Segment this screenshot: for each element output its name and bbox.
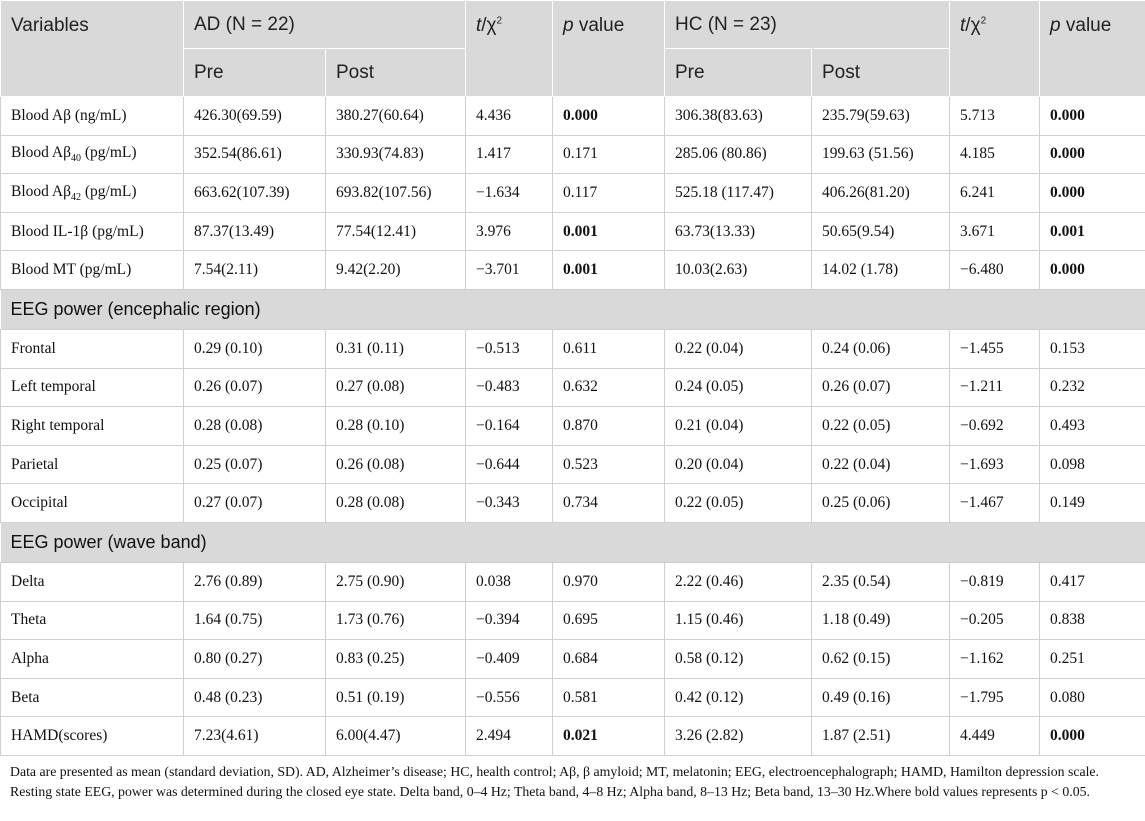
cell-ad-post: 2.75 (0.90) — [326, 562, 466, 601]
cell-p1: 0.001 — [553, 212, 665, 251]
cell-ad-post: 0.31 (0.11) — [326, 329, 466, 368]
cell-ad-post: 77.54(12.41) — [326, 212, 466, 251]
section-title-band: EEG power (wave band) — [1, 522, 1145, 562]
cell-hc-post: 0.62 (0.15) — [812, 640, 950, 679]
cell-ad-pre: 0.28 (0.08) — [184, 407, 326, 446]
cell-hc-pre: 2.22 (0.46) — [665, 562, 812, 601]
cell-p2: 0.000 — [1040, 717, 1145, 756]
cell-t1: −0.644 — [466, 445, 553, 484]
cell-p1: 0.870 — [553, 407, 665, 446]
cell-ad-post: 6.00(4.47) — [326, 717, 466, 756]
header-stat-1: $t/\chi^2$ — [466, 1, 553, 97]
cell-t2: −1.162 — [950, 640, 1040, 679]
cell-p2: 0.251 — [1040, 640, 1145, 679]
header-p-value-1: p value — [553, 1, 665, 97]
cell-p2: 0.153 — [1040, 329, 1145, 368]
header-stat-2: $t/\chi^2$ — [950, 1, 1040, 97]
header-hc-group: HC (N = 23) — [665, 1, 950, 49]
cell-t2: −0.205 — [950, 601, 1040, 640]
cell-p1: 0.021 — [553, 717, 665, 756]
cell-hc-post: 1.87 (2.51) — [812, 717, 950, 756]
row-label: Occipital — [1, 484, 184, 523]
cell-hc-post: 406.26(81.20) — [812, 174, 950, 213]
cell-t2: −1.455 — [950, 329, 1040, 368]
cell-p2: 0.000 — [1040, 97, 1145, 136]
section-title-region: EEG power (encephalic region) — [1, 289, 1145, 329]
row-label: Right temporal — [1, 407, 184, 446]
row-label: Delta — [1, 562, 184, 601]
table-row — [1, 445, 1145, 484]
cell-ad-post: 0.27 (0.08) — [326, 368, 466, 407]
cell-ad-post: 9.42(2.20) — [326, 251, 466, 290]
cell-p2: 0.000 — [1040, 251, 1145, 290]
cell-p1: 0.171 — [553, 135, 665, 174]
cell-ad-post: 0.83 (0.25) — [326, 640, 466, 679]
cell-hc-pre: 0.21 (0.04) — [665, 407, 812, 446]
cell-hc-pre: 0.20 (0.04) — [665, 445, 812, 484]
header-hc-post: Post — [812, 49, 950, 97]
cell-hc-post: 0.22 (0.04) — [812, 445, 950, 484]
cell-t2: −6.480 — [950, 251, 1040, 290]
cell-ad-pre: 7.23(4.61) — [184, 717, 326, 756]
table-row — [1, 368, 1145, 407]
cell-p1: 0.695 — [553, 601, 665, 640]
cell-hc-post: 0.22 (0.05) — [812, 407, 950, 446]
header-p-value-2: p value — [1040, 1, 1145, 97]
cell-ad-pre: 0.29 (0.10) — [184, 329, 326, 368]
table-row — [1, 135, 1145, 174]
cell-hc-pre: 525.18 (117.47) — [665, 174, 812, 213]
row-label: Blood MT (pg/mL) — [1, 251, 184, 290]
cell-hc-pre: 0.24 (0.05) — [665, 368, 812, 407]
row-label: Blood $A\beta_{42}$ (pg/mL) — [1, 174, 184, 213]
row-label: Blood $A\beta_{40}$ (pg/mL) — [1, 135, 184, 174]
cell-ad-post: 0.28 (0.08) — [326, 484, 466, 523]
cell-ad-pre: 0.80 (0.27) — [184, 640, 326, 679]
cell-t1: −0.483 — [466, 368, 553, 407]
cell-ad-post: 0.28 (0.10) — [326, 407, 466, 446]
row-label: Alpha — [1, 640, 184, 679]
header-hc-pre: Pre — [665, 49, 812, 97]
row-label: HAMD(scores) — [1, 717, 184, 756]
cell-p2: 0.098 — [1040, 445, 1145, 484]
cell-hc-pre: 10.03(2.63) — [665, 251, 812, 290]
cell-ad-pre: 0.26 (0.07) — [184, 368, 326, 407]
cell-p1: 0.970 — [553, 562, 665, 601]
table-row — [1, 484, 1145, 523]
cell-t1: −0.343 — [466, 484, 553, 523]
cell-t1: −3.701 — [466, 251, 553, 290]
table-row — [1, 601, 1145, 640]
cell-t2: 4.185 — [950, 135, 1040, 174]
section-row — [1, 522, 1145, 562]
cell-ad-post: 330.93(74.83) — [326, 135, 466, 174]
cell-hc-pre: 306.38(83.63) — [665, 97, 812, 136]
cell-p2: 0.493 — [1040, 407, 1145, 446]
cell-hc-post: 199.63 (51.56) — [812, 135, 950, 174]
cell-p2: 0.232 — [1040, 368, 1145, 407]
cell-t1: −0.164 — [466, 407, 553, 446]
section-row — [1, 289, 1145, 329]
cell-ad-pre: 0.27 (0.07) — [184, 484, 326, 523]
cell-p2: 0.838 — [1040, 601, 1145, 640]
cell-t2: −0.819 — [950, 562, 1040, 601]
cell-t1: 4.436 — [466, 97, 553, 136]
cell-p1: 0.523 — [553, 445, 665, 484]
row-label: Blood IL-1β (pg/mL) — [1, 212, 184, 251]
cell-p2: 0.417 — [1040, 562, 1145, 601]
cell-p1: 0.734 — [553, 484, 665, 523]
cell-p2: 0.000 — [1040, 174, 1145, 213]
cell-p2: 0.149 — [1040, 484, 1145, 523]
row-label: Blood Aβ (ng/mL) — [1, 97, 184, 136]
row-label: Frontal — [1, 329, 184, 368]
cell-hc-post: 1.18 (0.49) — [812, 601, 950, 640]
cell-ad-pre: 352.54(86.61) — [184, 135, 326, 174]
cell-t1: 2.494 — [466, 717, 553, 756]
cell-t2: −1.467 — [950, 484, 1040, 523]
cell-ad-post: 380.27(60.64) — [326, 97, 466, 136]
cell-ad-pre: 87.37(13.49) — [184, 212, 326, 251]
table-row — [1, 251, 1145, 290]
cell-hc-pre: 1.15 (0.46) — [665, 601, 812, 640]
cell-t2: −1.693 — [950, 445, 1040, 484]
cell-hc-pre: 0.22 (0.04) — [665, 329, 812, 368]
table-row — [1, 97, 1145, 136]
cell-p2: 0.080 — [1040, 678, 1145, 717]
header-ad-group: AD (N = 22) — [184, 1, 466, 49]
table-row — [1, 640, 1145, 679]
cell-p2: 0.000 — [1040, 135, 1145, 174]
cell-ad-post: 693.82(107.56) — [326, 174, 466, 213]
cell-t1: 3.976 — [466, 212, 553, 251]
table-row — [1, 717, 1145, 756]
cell-hc-post: 14.02 (1.78) — [812, 251, 950, 290]
cell-hc-post: 0.24 (0.06) — [812, 329, 950, 368]
table-footnote: Data are presented as mean (standard deviation, SD). AD, Alzheimer’s disease; HC, health control; Aβ, β amyloid; MT, melatonin; EEG, electroencephalograph; HAMD, Hamilton depression scale. Resting state EEG, power was determined during the closed eye state. Delta band, 0–4 Hz; Theta band, 4–8 Hz; Alpha band, 8–13 Hz; Beta band, 13–30 Hz.Where bold values represents p < 0.05. — [10, 764, 1100, 799]
cell-t2: −1.795 — [950, 678, 1040, 717]
cell-hc-post: 50.65(9.54) — [812, 212, 950, 251]
cell-p1: 0.632 — [553, 368, 665, 407]
cell-t2: 5.713 — [950, 97, 1040, 136]
table-row — [1, 562, 1145, 601]
row-label: Beta — [1, 678, 184, 717]
cell-t1: −0.409 — [466, 640, 553, 679]
cell-hc-pre: 285.06 (80.86) — [665, 135, 812, 174]
header-ad-pre: Pre — [184, 49, 326, 97]
cell-ad-post: 0.26 (0.08) — [326, 445, 466, 484]
cell-ad-pre: 663.62(107.39) — [184, 174, 326, 213]
cell-p1: 0.611 — [553, 329, 665, 368]
cell-t1: −1.634 — [466, 174, 553, 213]
cell-t2: −0.692 — [950, 407, 1040, 446]
table-row — [1, 407, 1145, 446]
cell-ad-post: 1.73 (0.76) — [326, 601, 466, 640]
row-label: Left temporal — [1, 368, 184, 407]
cell-ad-pre: 1.64 (0.75) — [184, 601, 326, 640]
cell-ad-post: 0.51 (0.19) — [326, 678, 466, 717]
cell-t1: 1.417 — [466, 135, 553, 174]
cell-t1: −0.556 — [466, 678, 553, 717]
cell-ad-pre: 0.48 (0.23) — [184, 678, 326, 717]
cell-ad-pre: 7.54(2.11) — [184, 251, 326, 290]
cell-p1: 0.117 — [553, 174, 665, 213]
cell-t1: −0.394 — [466, 601, 553, 640]
cell-p1: 0.684 — [553, 640, 665, 679]
cell-ad-pre: 2.76 (0.89) — [184, 562, 326, 601]
cell-t1: 0.038 — [466, 562, 553, 601]
cell-hc-pre: 3.26 (2.82) — [665, 717, 812, 756]
cell-hc-post: 0.26 (0.07) — [812, 368, 950, 407]
cell-hc-post: 0.25 (0.06) — [812, 484, 950, 523]
cell-hc-post: 2.35 (0.54) — [812, 562, 950, 601]
cell-ad-pre: 0.25 (0.07) — [184, 445, 326, 484]
row-label: Parietal — [1, 445, 184, 484]
cell-ad-pre: 426.30(69.59) — [184, 97, 326, 136]
cell-p1: 0.581 — [553, 678, 665, 717]
table-row — [1, 174, 1145, 213]
cell-hc-pre: 0.58 (0.12) — [665, 640, 812, 679]
header-ad-post: Post — [326, 49, 466, 97]
cell-p1: 0.000 — [553, 97, 665, 136]
cell-t2: −1.211 — [950, 368, 1040, 407]
cell-t2: 3.671 — [950, 212, 1040, 251]
cell-p1: 0.001 — [553, 251, 665, 290]
table-row — [1, 678, 1145, 717]
cell-hc-post: 0.49 (0.16) — [812, 678, 950, 717]
row-label: Theta — [1, 601, 184, 640]
cell-hc-pre: 0.42 (0.12) — [665, 678, 812, 717]
cell-t2: 6.241 — [950, 174, 1040, 213]
cell-t1: −0.513 — [466, 329, 553, 368]
table-row — [1, 212, 1145, 251]
cell-p2: 0.001 — [1040, 212, 1145, 251]
header-variables: Variables — [1, 1, 184, 97]
cell-hc-post: 235.79(59.63) — [812, 97, 950, 136]
table-row — [1, 329, 1145, 368]
cell-t2: 4.449 — [950, 717, 1040, 756]
cell-hc-pre: 0.22 (0.05) — [665, 484, 812, 523]
cell-hc-pre: 63.73(13.33) — [665, 212, 812, 251]
